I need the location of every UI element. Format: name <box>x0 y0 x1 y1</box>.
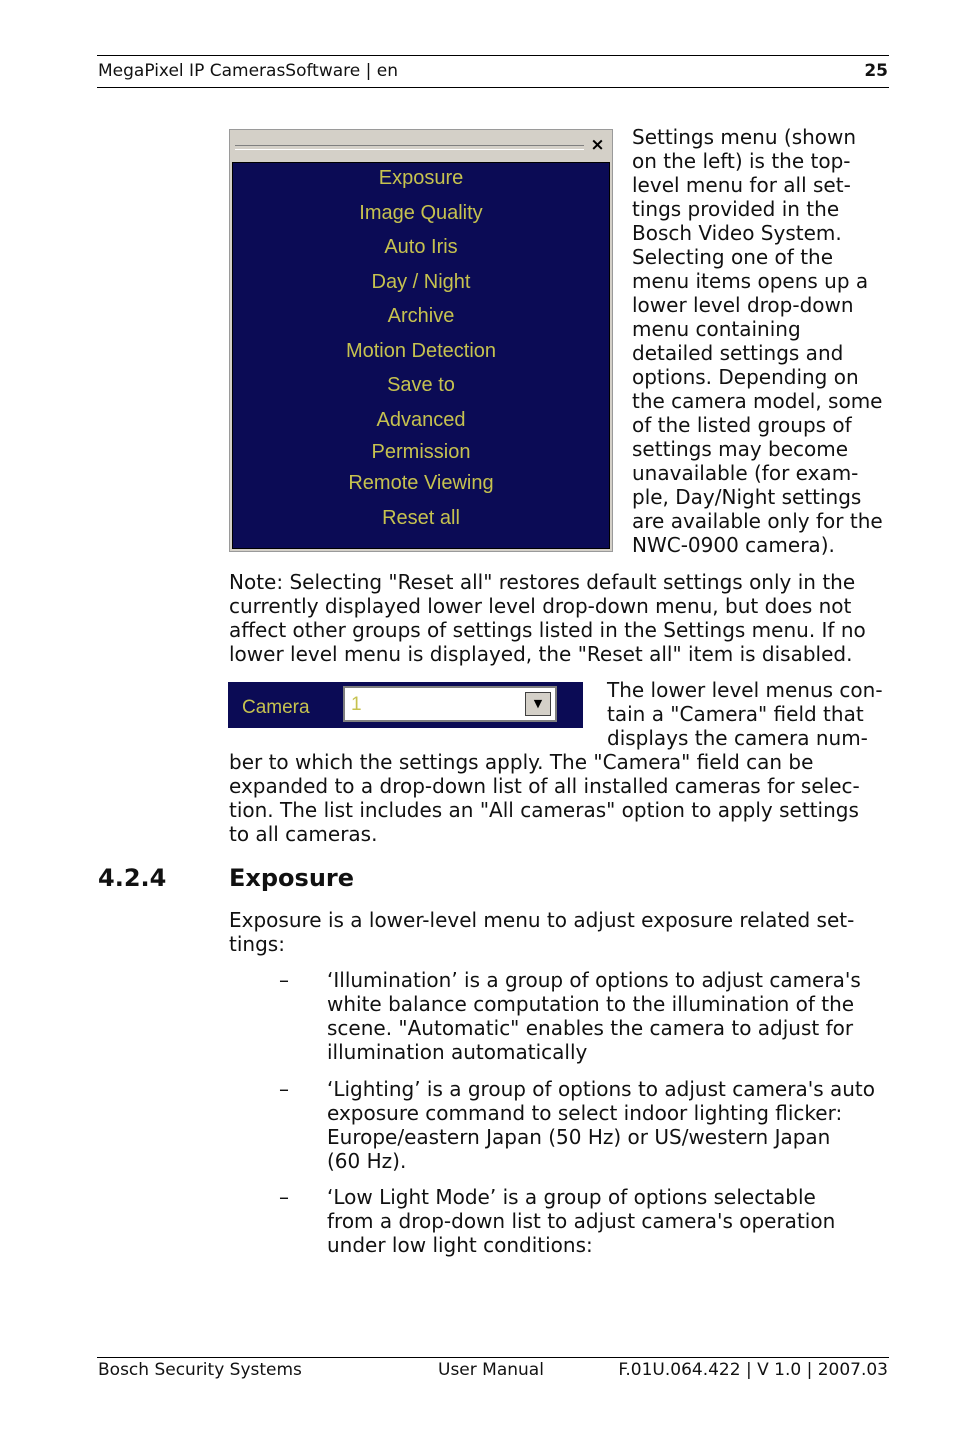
title-bar-grip <box>235 145 584 150</box>
text-line: ‘Illumination’ is a group of options to adjust camera's <box>327 968 861 992</box>
text-line: on the left) is the top- <box>632 149 851 173</box>
text-line: Selecting one of the <box>632 245 834 269</box>
camera-paragraph-continued <box>229 750 860 846</box>
text-line: under low light conditions: <box>327 1233 593 1257</box>
text-line: ple, Day/Night settings <box>632 485 862 509</box>
text-line: tion. The list includes an "All cameras" option to apply settings <box>229 798 859 822</box>
text-line: tings provided in the <box>632 197 840 221</box>
text-line: expanded to a drop-down list of all installed cameras for selec- <box>229 774 860 798</box>
bullet-dash: – <box>279 1077 289 1101</box>
menu-item-motion-detection[interactable]: Motion Detection <box>345 340 497 362</box>
text-line: displays the camera num- <box>607 726 868 750</box>
text-line: to all cameras. <box>229 822 378 846</box>
text-line: detailed settings and <box>632 341 844 365</box>
text-line: illumination automatically <box>327 1040 588 1064</box>
exposure-paragraph <box>229 908 854 956</box>
menu-item-remote-viewing[interactable]: Remote Viewing <box>348 472 494 494</box>
text-line: ber to which the settings apply. The "Camera" field can be <box>229 750 814 774</box>
text-line: exposure command to select indoor lighting flicker: <box>327 1101 843 1125</box>
camera-select[interactable] <box>343 686 557 722</box>
menu-item-archive[interactable]: Archive <box>387 305 455 327</box>
text-line: Settings menu (shown <box>632 125 857 149</box>
menu-item-advanced[interactable]: Advanced <box>376 409 466 431</box>
camera-select-value: 1 <box>351 694 362 715</box>
text-line: from a drop-down list to adjust camera's operation <box>327 1209 836 1233</box>
settings-menu-list <box>232 162 610 549</box>
menu-item-day-night[interactable]: Day / Night <box>371 271 471 293</box>
bullet-illumination <box>327 968 861 1064</box>
text-line: lower level drop-down <box>632 293 854 317</box>
footer-company: Bosch Security Systems <box>98 1360 302 1380</box>
menu-item-reset-all[interactable]: Reset all <box>382 507 460 529</box>
camera-label: Camera <box>242 697 310 718</box>
text-line: menu containing <box>632 317 801 341</box>
bullet-low-light-mode <box>327 1185 835 1257</box>
text-line: ‘Lighting’ is a group of options to adjust camera's auto <box>327 1077 875 1101</box>
text-line: currently displayed lower level drop-down menu, but does not <box>229 594 852 618</box>
menu-item-save-to[interactable]: Save to <box>387 374 455 396</box>
settings-menu-window <box>229 129 613 552</box>
text-line: unavailable (for exam- <box>632 461 859 485</box>
text-line: tings: <box>229 932 285 956</box>
footer-doc-type: User Manual <box>438 1360 544 1380</box>
footer-doc-id: F.01U.064.422 | V 1.0 | 2007.03 <box>618 1360 888 1380</box>
text-line: lower level menu is displayed, the "Reset all" item is disabled. <box>229 642 853 666</box>
window-title-bar[interactable] <box>230 130 612 161</box>
bullet-dash: – <box>279 1185 289 1209</box>
menu-item-permission[interactable]: Permission <box>371 441 471 463</box>
note-paragraph <box>229 570 866 666</box>
text-line: tain a "Camera" field that <box>607 702 864 726</box>
text-line: (60 Hz). <box>327 1149 407 1173</box>
header-bottom-rule <box>97 87 889 88</box>
text-line: affect other groups of settings listed in the Settings menu. If no <box>229 618 866 642</box>
text-line: options. Depending on <box>632 365 859 389</box>
close-icon[interactable]: × <box>590 135 605 155</box>
text-line: The lower level menus con- <box>607 678 883 702</box>
bullet-lighting <box>327 1077 875 1173</box>
section-title: Exposure <box>229 864 355 892</box>
text-line: NWC-0900 camera). <box>632 533 835 557</box>
text-line: white balance computation to the illumination of the <box>327 992 855 1016</box>
text-line: level menu for all set- <box>632 173 851 197</box>
text-line: Note: Selecting "Reset all" restores default settings only in the <box>229 570 856 594</box>
text-line: ‘Low Light Mode’ is a group of options selectable <box>327 1185 816 1209</box>
page-number: 25 <box>864 61 888 81</box>
text-line: menu items opens up a <box>632 269 869 293</box>
camera-side-paragraph <box>607 678 883 750</box>
menu-item-auto-iris[interactable]: Auto Iris <box>384 236 458 258</box>
text-line: Europe/eastern Japan (50 Hz) or US/western Japan <box>327 1125 831 1149</box>
text-line: Bosch Video System. <box>632 221 842 245</box>
chevron-down-icon[interactable]: ▼ <box>525 692 551 716</box>
menu-item-image-quality[interactable]: Image Quality <box>359 202 483 224</box>
text-line: the camera model, some <box>632 389 883 413</box>
text-line: of the listed groups of <box>632 413 852 437</box>
text-line: Exposure is a lower-level menu to adjust exposure related set- <box>229 908 855 932</box>
footer-rule <box>97 1357 889 1358</box>
section-number: 4.2.4 <box>98 864 167 892</box>
text-line: scene. "Automatic" enables the camera to adjust for <box>327 1016 854 1040</box>
header-top-rule <box>97 55 889 56</box>
camera-field-panel <box>228 682 583 728</box>
text-line: are available only for the <box>632 509 883 533</box>
text-line: settings may become <box>632 437 849 461</box>
bullet-dash: – <box>279 968 289 992</box>
header-title: MegaPixel IP CamerasSoftware | en <box>98 61 399 81</box>
intro-paragraph <box>632 125 883 557</box>
menu-item-exposure[interactable]: Exposure <box>378 167 464 189</box>
